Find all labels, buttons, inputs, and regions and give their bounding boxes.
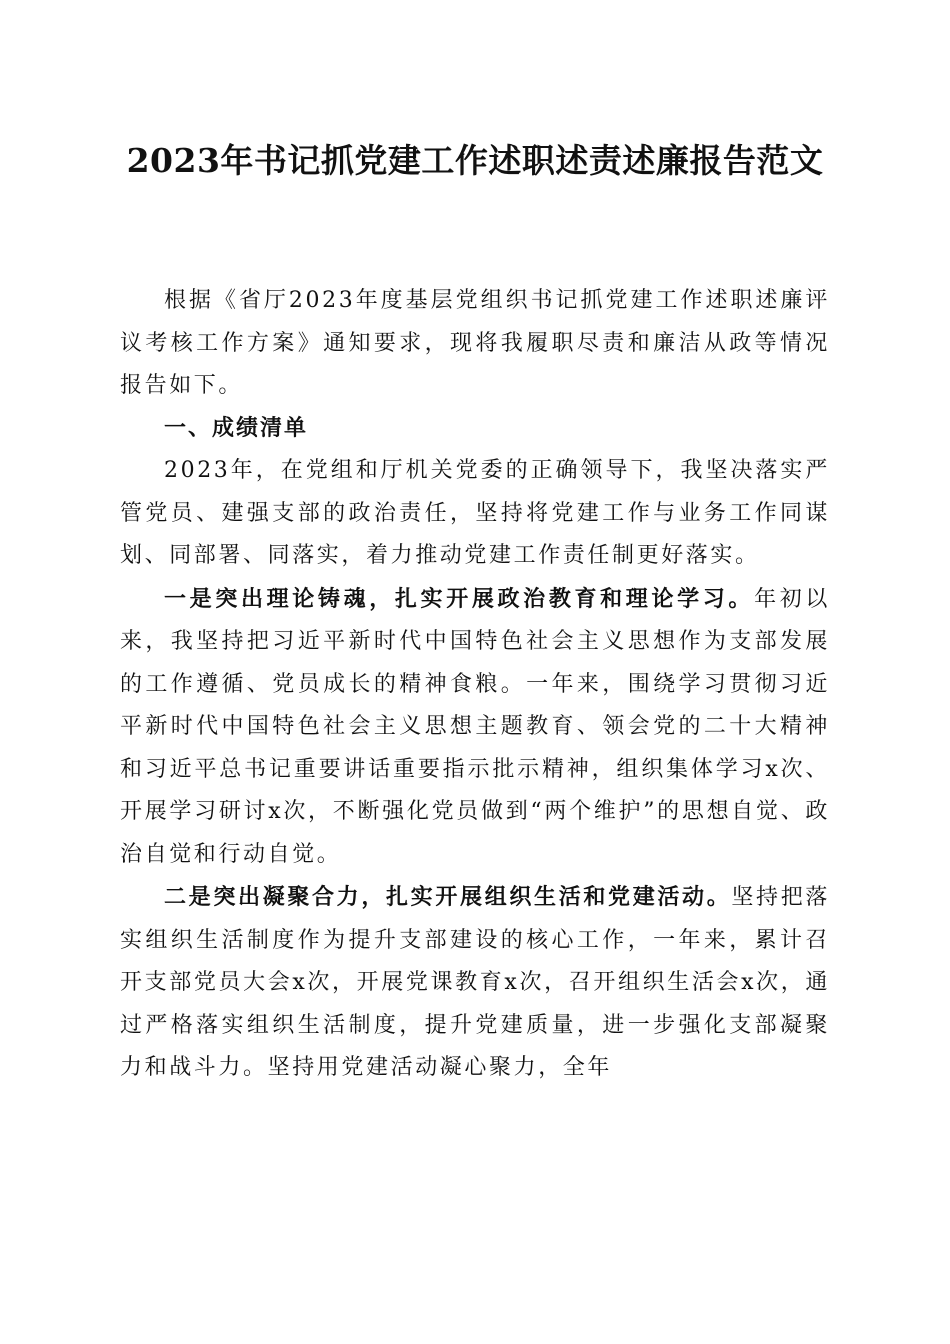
intro-paragraph: 根据《省厅2023年度基层党组织书记抓党建工作述职述廉评议考核工作方案》通知要求，现将我履职尽责和廉洁从政等情况报告如下。 (120, 288, 830, 398)
point-lead-theory: 一是突出理论铸魂，扎实开展政治教育和理论学习。 (164, 585, 755, 612)
point-body-theory: 年初以来，我坚持把习近平新时代中国特色社会主义思想作为支部发展的工作遵循、党员成长的精神食粮。一年来，围绕学习贯彻习近平新时代中国特色社会主义思想主题教育、领会党的二十大精神和习近平总书记重要讲话重要指示批示精神，组织集体学习x次、开展学习研讨x次，不断强化党员做到“两个维护”的思想自觉、政治自觉和行动自觉。 (120, 586, 830, 867)
point-lead-cohesion: 二是突出凝聚合力，扎实开展组织生活和党建活动。 (164, 884, 732, 910)
document-body (120, 280, 830, 1090)
document-title: 2023年书记抓党建工作述职述责述廉报告范文 (126, 141, 824, 180)
section-heading-achievements: 一、成绩清单 (164, 415, 309, 441)
point-paragraph-theory (120, 578, 830, 877)
point-paragraph-cohesion (120, 876, 830, 1090)
section-paragraph-overview: 2023年，在党组和厅机关党委的正确领导下，我坚决落实严管党员、建强支部的政治责任，坚持将党建工作与业务工作同谋划、同部署、同落实，着力推动党建工作责任制更好落实。 (120, 458, 830, 568)
point-body-cohesion: 坚持把落实组织生活制度作为提升支部建设的核心工作，一年来，累计召开支部党员大会x次，开展党课教育x次，召开组织生活会x次，通过严格落实组织生活制度，提升党建质量，进一步强化支部凝聚力和战斗力。坚持用党建活动凝心聚力，全年 (120, 885, 830, 1080)
